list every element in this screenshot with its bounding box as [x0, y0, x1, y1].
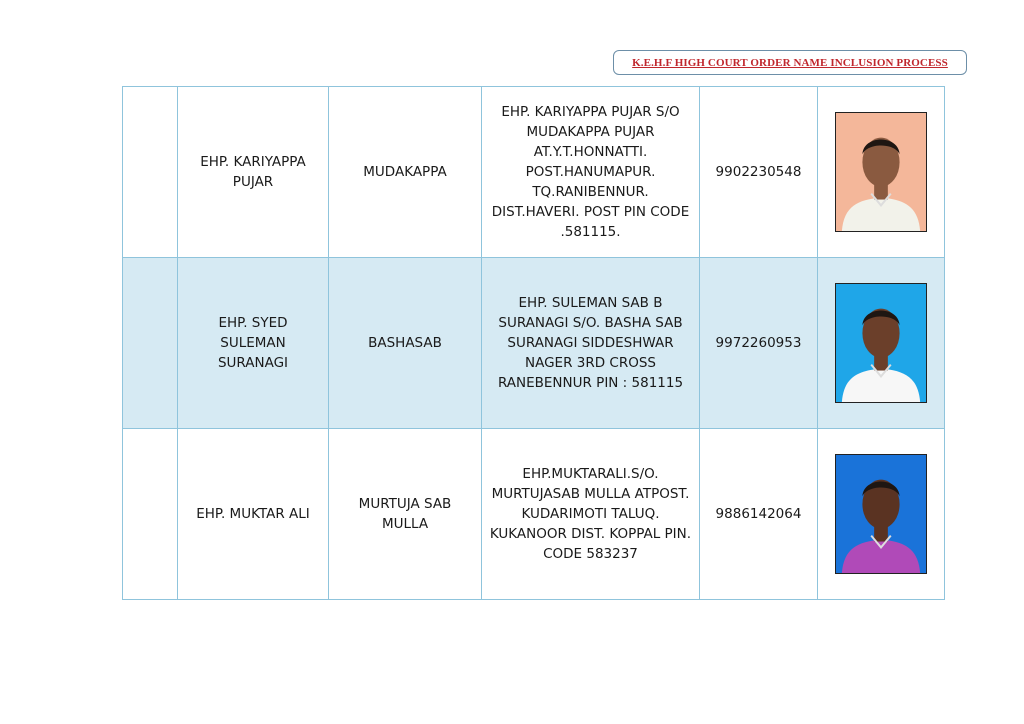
- address-cell: EHP. SULEMAN SAB B SURANAGI S/O. BASHA SAB SURANAGI SIDDESHWAR NAGER 3RD CROSS RANEBENNUR PIN : 581115: [482, 258, 700, 429]
- address-cell: EHP.MUKTARALI.S/O. MURTUJASAB MULLA ATPOST. KUDARIMOTI TALUQ. KUKANOOR DIST. KOPPAL PIN. CODE 583237: [482, 429, 700, 600]
- photo-cell: [818, 87, 945, 258]
- name-cell: EHP. KARIYAPPA PUJAR: [178, 87, 329, 258]
- father-name-cell: MURTUJA SAB MULLA: [329, 429, 482, 600]
- table-row: [123, 429, 945, 600]
- address-cell: EHP. KARIYAPPA PUJAR S/O MUDAKAPPA PUJAR AT.Y.T.HONNATTI. POST.HANUMAPUR. TQ.RANIBENNUR. DIST.HAVERI. POST PIN CODE .581115.: [482, 87, 700, 258]
- table-row: [123, 87, 945, 258]
- member-photo: [835, 454, 927, 574]
- serial-cell: [123, 87, 178, 258]
- serial-cell: [123, 429, 178, 600]
- photo-cell: [818, 258, 945, 429]
- name-cell: EHP. SYED SULEMAN SURANAGI: [178, 258, 329, 429]
- father-name-cell: BASHASAB: [329, 258, 482, 429]
- table-row: [123, 258, 945, 429]
- father-name-cell: MUDAKAPPA: [329, 87, 482, 258]
- member-photo: [835, 112, 927, 232]
- members-table: [122, 86, 945, 600]
- name-cell: EHP. MUKTAR ALI: [178, 429, 329, 600]
- phone-cell: 9886142064: [700, 429, 818, 600]
- member-photo: [835, 283, 927, 403]
- document-title-box: [613, 50, 967, 75]
- photo-cell: [818, 429, 945, 600]
- document-title: K.E.H.F HIGH COURT ORDER NAME INCLUSION PROCESS: [632, 56, 948, 69]
- serial-cell: [123, 258, 178, 429]
- phone-cell: 9902230548: [700, 87, 818, 258]
- phone-cell: 9972260953: [700, 258, 818, 429]
